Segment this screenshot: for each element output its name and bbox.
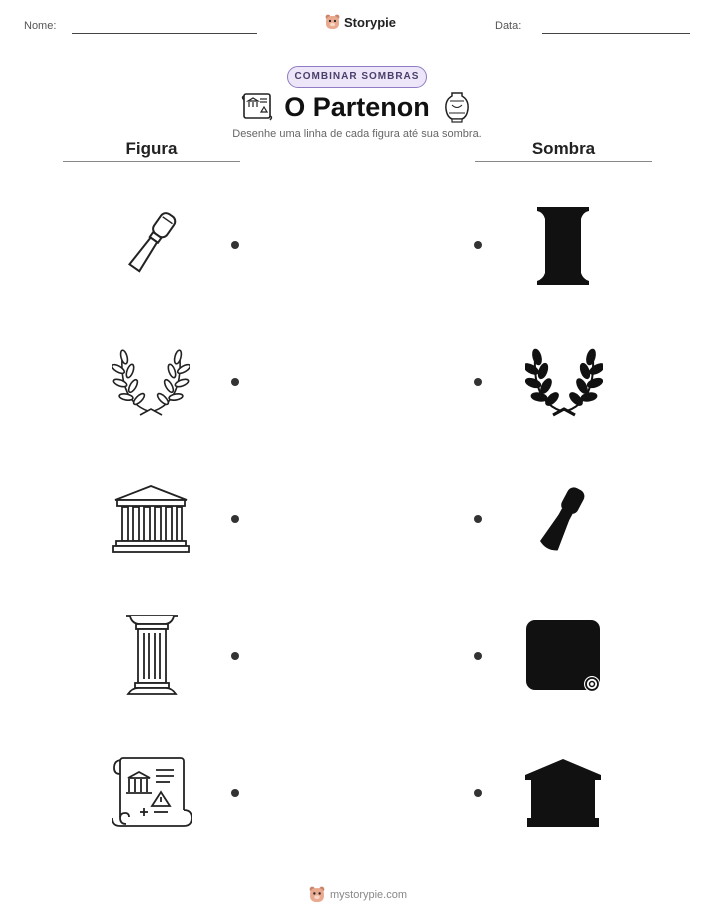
laurel-wreath-icon: [112, 345, 190, 419]
scroll-shadow: [524, 618, 602, 694]
match-dot-left-1[interactable]: [231, 241, 239, 249]
chisel-icon: [115, 205, 187, 283]
match-dot-left-5[interactable]: [231, 789, 239, 797]
match-dot-right-3[interactable]: [474, 515, 482, 523]
brand-name: Storypie: [344, 14, 397, 30]
match-dot-left-4[interactable]: [231, 652, 239, 660]
temple-shadow: [523, 757, 603, 829]
greek-vase-icon: [444, 91, 470, 123]
bear-mascot-icon: [309, 886, 325, 903]
brand-logo: [325, 14, 396, 30]
activity-badge: COMBINAR SOMBRAS: [287, 66, 427, 88]
date-line[interactable]: [542, 33, 690, 34]
match-dot-right-4[interactable]: [474, 652, 482, 660]
name-label: Nome:: [24, 20, 57, 32]
footer: [309, 886, 407, 903]
bear-mascot-icon: [325, 14, 340, 30]
match-dot-right-2[interactable]: [474, 378, 482, 386]
parthenon-icon: [111, 484, 191, 556]
column-icon: [124, 613, 180, 697]
blueprint-title-icon: [241, 92, 273, 122]
match-dot-right-5[interactable]: [474, 789, 482, 797]
column-header-shadow: Sombra: [531, 139, 596, 158]
column-underline-left: [63, 161, 240, 162]
match-dot-left-3[interactable]: [231, 515, 239, 523]
instructions: Desenhe uma linha de cada figura até sua sombra.: [232, 128, 482, 140]
laurel-wreath-shadow: [525, 345, 603, 419]
name-line[interactable]: [72, 33, 257, 34]
column-header-figure: Figura: [125, 139, 178, 158]
match-dot-right-1[interactable]: [474, 241, 482, 249]
blueprint-scroll-icon: [112, 754, 192, 832]
column-shadow: [535, 205, 591, 287]
date-label: Data:: [495, 20, 522, 32]
footer-url[interactable]: mystorypie.com: [330, 888, 408, 901]
chisel-shadow: [526, 482, 598, 560]
page-title: O Partenon: [284, 92, 430, 122]
match-dot-left-2[interactable]: [231, 378, 239, 386]
column-underline-right: [475, 161, 652, 162]
